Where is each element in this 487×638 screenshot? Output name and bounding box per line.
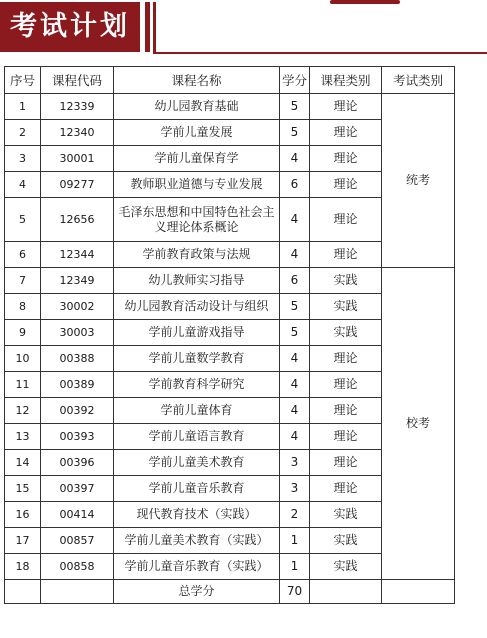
cell-name: 学前儿童美术教育（实践） [114, 528, 280, 554]
cell-category: 实践 [310, 320, 382, 346]
decorative-mark [330, 0, 400, 4]
cell-credit: 5 [280, 320, 310, 346]
cell-code: 30003 [41, 320, 114, 346]
cell-code: 12339 [41, 94, 114, 120]
cell-no: 17 [5, 528, 41, 554]
cell-category: 理论 [310, 172, 382, 198]
cell-credit: 4 [280, 146, 310, 172]
cell-code: 09277 [41, 172, 114, 198]
title-accent-bar [145, 2, 150, 52]
cell-no: 16 [5, 502, 41, 528]
cell-category: 实践 [310, 554, 382, 580]
header-banner [0, 0, 487, 62]
cell-no: 1 [5, 94, 41, 120]
cell-code: 12340 [41, 120, 114, 146]
cell-code: 00388 [41, 346, 114, 372]
cell-credit: 1 [280, 528, 310, 554]
page-title: 考试计划 [0, 2, 140, 52]
cell-name: 学前教育政策与法规 [114, 242, 280, 268]
cell-name: 学前教育科学研究 [114, 372, 280, 398]
cell-no: 3 [5, 146, 41, 172]
exam-plan-table-container [4, 66, 454, 604]
cell-credit: 1 [280, 554, 310, 580]
header-no: 序号 [5, 67, 41, 94]
cell-category: 理论 [310, 398, 382, 424]
cell-no: 4 [5, 172, 41, 198]
header-credit: 学分 [280, 67, 310, 94]
cell-code: 12656 [41, 198, 114, 242]
cell-name: 学前儿童语言教育 [114, 424, 280, 450]
cell-name: 学前儿童音乐教育（实践） [114, 554, 280, 580]
cell-blank [310, 580, 382, 604]
cell-exam-type: 校考 [382, 268, 455, 580]
cell-exam-type: 统考 [382, 94, 455, 268]
cell-code: 30001 [41, 146, 114, 172]
cell-no: 13 [5, 424, 41, 450]
total-value: 70 [280, 580, 310, 604]
table-row [5, 94, 455, 120]
table-row [5, 268, 455, 294]
cell-name: 毛泽东思想和中国特色社会主义理论体系概论 [114, 198, 280, 242]
cell-name: 幼儿园教育活动设计与组织 [114, 294, 280, 320]
cell-category: 理论 [310, 242, 382, 268]
cell-credit: 4 [280, 372, 310, 398]
cell-credit: 4 [280, 346, 310, 372]
cell-no: 12 [5, 398, 41, 424]
cell-credit: 3 [280, 476, 310, 502]
cell-no: 6 [5, 242, 41, 268]
cell-blank [41, 580, 114, 604]
cell-category: 理论 [310, 94, 382, 120]
table-header-row [5, 67, 455, 94]
cell-code: 00858 [41, 554, 114, 580]
cell-code: 00392 [41, 398, 114, 424]
title-accent-bar [153, 2, 156, 52]
cell-category: 理论 [310, 346, 382, 372]
header-category: 课程类别 [310, 67, 382, 94]
cell-no: 18 [5, 554, 41, 580]
cell-name: 学前儿童游戏指导 [114, 320, 280, 346]
cell-no: 2 [5, 120, 41, 146]
cell-category: 理论 [310, 476, 382, 502]
cell-code: 00396 [41, 450, 114, 476]
cell-category: 实践 [310, 528, 382, 554]
cell-category: 实践 [310, 268, 382, 294]
cell-code: 00857 [41, 528, 114, 554]
cell-category: 理论 [310, 450, 382, 476]
cell-name: 学前儿童发展 [114, 120, 280, 146]
cell-category: 理论 [310, 120, 382, 146]
cell-credit: 5 [280, 294, 310, 320]
cell-no: 8 [5, 294, 41, 320]
header-code: 课程代码 [41, 67, 114, 94]
cell-name: 现代教育技术（实践） [114, 502, 280, 528]
cell-no: 15 [5, 476, 41, 502]
cell-category: 实践 [310, 502, 382, 528]
total-label: 总学分 [114, 580, 280, 604]
cell-name: 教师职业道德与专业发展 [114, 172, 280, 198]
cell-no: 5 [5, 198, 41, 242]
cell-name: 幼儿园教育基础 [114, 94, 280, 120]
cell-credit: 5 [280, 120, 310, 146]
cell-name: 学前儿童美术教育 [114, 450, 280, 476]
cell-credit: 5 [280, 94, 310, 120]
header-exam-type: 考试类别 [382, 67, 455, 94]
cell-name: 学前儿童数学教育 [114, 346, 280, 372]
cell-name: 学前儿童体育 [114, 398, 280, 424]
exam-plan-table [4, 66, 455, 604]
total-row [5, 580, 455, 604]
cell-blank [382, 580, 455, 604]
cell-category: 理论 [310, 424, 382, 450]
cell-code: 00389 [41, 372, 114, 398]
cell-credit: 3 [280, 450, 310, 476]
header-name: 课程名称 [114, 67, 280, 94]
cell-no: 7 [5, 268, 41, 294]
cell-category: 实践 [310, 294, 382, 320]
cell-name: 学前儿童音乐教育 [114, 476, 280, 502]
cell-category: 理论 [310, 146, 382, 172]
cell-code: 00397 [41, 476, 114, 502]
cell-code: 00414 [41, 502, 114, 528]
cell-credit: 4 [280, 242, 310, 268]
cell-code: 00393 [41, 424, 114, 450]
cell-no: 10 [5, 346, 41, 372]
cell-no: 14 [5, 450, 41, 476]
cell-category: 理论 [310, 198, 382, 242]
cell-no: 11 [5, 372, 41, 398]
cell-code: 30002 [41, 294, 114, 320]
cell-credit: 4 [280, 398, 310, 424]
cell-credit: 4 [280, 424, 310, 450]
cell-code: 12349 [41, 268, 114, 294]
cell-no: 9 [5, 320, 41, 346]
header-rule [153, 52, 487, 54]
cell-name: 学前儿童保育学 [114, 146, 280, 172]
cell-credit: 6 [280, 172, 310, 198]
cell-blank [5, 580, 41, 604]
table-body [5, 94, 455, 604]
cell-credit: 6 [280, 268, 310, 294]
cell-code: 12344 [41, 242, 114, 268]
cell-category: 理论 [310, 372, 382, 398]
cell-credit: 2 [280, 502, 310, 528]
cell-credit: 4 [280, 198, 310, 242]
cell-name: 幼儿教师实习指导 [114, 268, 280, 294]
